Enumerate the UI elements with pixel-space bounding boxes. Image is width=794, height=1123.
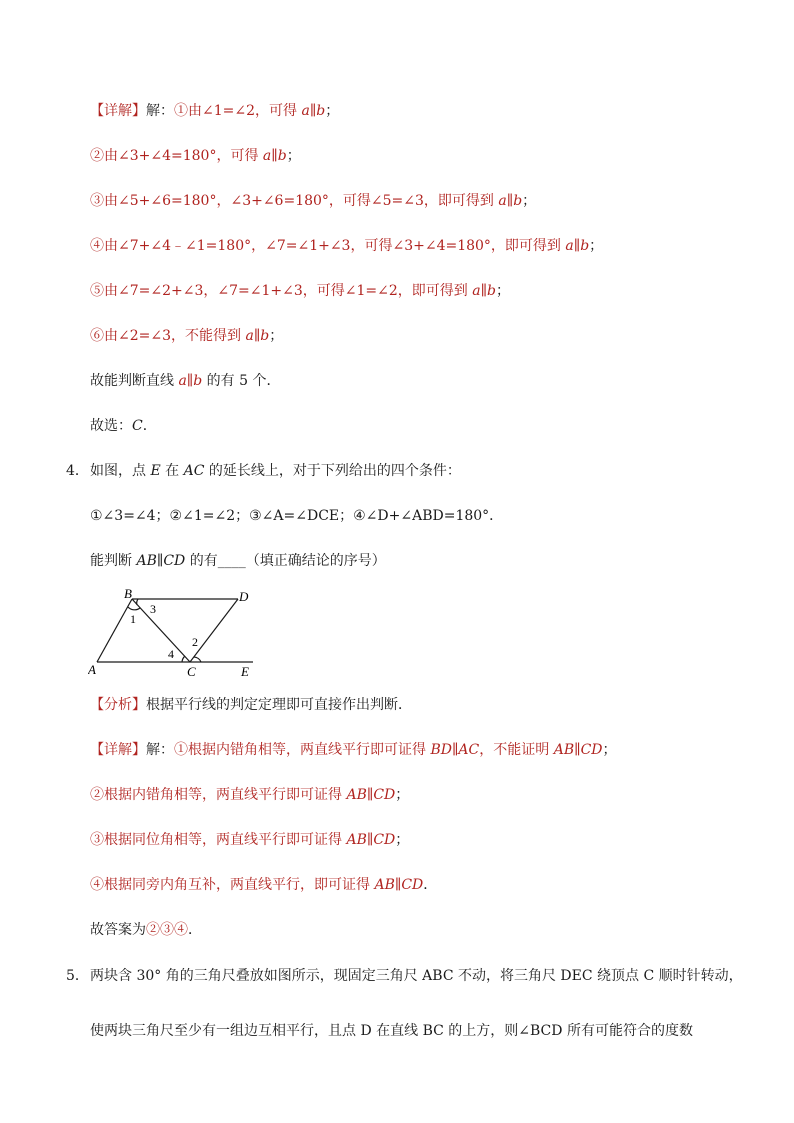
q3-detail-line-2: ②由∠3+∠4=180°，可得 a∥b； [90,148,301,164]
angle-label-2: 2 [192,635,198,649]
segment-BC [132,599,190,662]
q4-stem: 如图，点 E 在 AC 的延长线上，对于下列给出的四个条件： [90,463,461,479]
arc-angle-2 [194,657,201,662]
q4-analysis: 【分析】根据平行线的判定定理即可直接作出判断． [90,697,412,713]
arc-angle-3 [137,599,138,605]
q4-analysis-tag: 【分析】 [90,697,146,713]
q4-geometry-figure [88,585,288,685]
q3-detail-line-4: ④由∠7+∠4﹣∠1=180°，∠7=∠1+∠3，可得∠3+∠4=180°，即可得到 a∥b； [90,238,604,254]
arc-angle-4-2 [182,656,185,662]
point-A: A [88,662,96,677]
point-B: B [124,586,132,601]
q3-detail-line-6: ⑥由∠2=∠3，不能得到 a∥b； [90,328,284,344]
segment-AB [97,599,132,662]
q4-detail-line-4: ④根据同旁内角互补，两直线平行，即可证得 AB∥CD． [90,877,438,893]
q4-detail-line-2: ②根据内错角相等，两直线平行即可证得 AB∥CD； [90,787,410,803]
q3-detail-line-1: 【详解】解：①由∠1=∠2，可得 a∥b； [90,103,340,119]
angle-label-3: 3 [150,602,156,616]
q5-line-1: 两块含 30° 角的三角尺叠放如图所示，现固定三角尺 ABC 不动，将三角尺 DEC 绕顶点 C 顺时针转动， [90,968,743,984]
point-D: D [239,589,249,604]
segment-CD [190,599,238,662]
q4-conditions: ①∠3=∠4；②∠1=∠2；③∠A=∠DCE；④∠D+∠ABD=180°． [90,508,504,524]
q5-number: 5． [66,968,89,984]
q4-detail-line-1: 【详解】解：①根据内错角相等，两直线平行即可证得 BD∥AC，不能证明 AB∥CD； [90,742,617,758]
angle-label-4: 4 [168,647,174,661]
q4-detail-line-3: ③根据同位角相等，两直线平行即可证得 AB∥CD； [90,832,410,848]
q3-choice: 故选：C． [90,418,157,434]
q3-detail-line-3: ③由∠5+∠6=180°，∠3+∠6=180°，可得∠5=∠3，即可得到 a∥b； [90,193,537,209]
q4-answer: 故答案为②③④． [90,922,202,938]
q4-detail-tag: 【详解】 [90,742,146,758]
angle-label-1: 1 [130,612,136,626]
point-C: C [187,664,196,679]
point-E: E [241,664,249,679]
arc-angle-1-3 [128,607,140,610]
q3-conclusion: 故能判断直线 a∥b 的有 5 个． [90,373,281,389]
q4-question: 能判断 AB∥CD 的有____（填正确结论的序号） [90,553,386,569]
q4-number: 4． [66,463,89,479]
q3-detail-tag: 【详解】 [90,103,146,119]
q5-line-2: 使两块三角尺至少有一组边互相平行，且点 D 在直线 BC 的上方，则∠BCD 所有可能符合的度数 [90,1023,693,1039]
q3-detail-line-5: ⑤由∠7=∠2+∠3，∠7=∠1+∠3，可得∠1=∠2，即可得到 a∥b； [90,283,510,299]
